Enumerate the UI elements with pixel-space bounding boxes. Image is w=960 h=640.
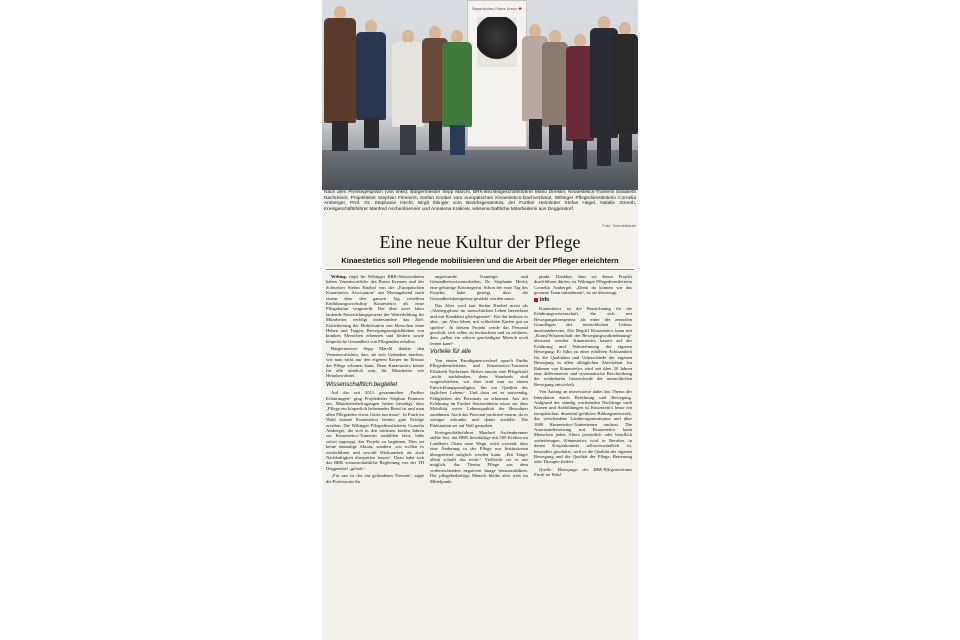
photo-credit: Foto: Schmidbauer bbox=[602, 223, 636, 228]
article-column-2 bbox=[430, 274, 528, 636]
subheadline: Kinaestetics soll Pflegende mobilisieren und die Arbeit der Pfleger erleichtern bbox=[341, 256, 619, 265]
paragraph: punkt. Dankbar, dass sie dieses Projekt durchführen dürfen, ist Wiltinger Pflegedienstleiterin Cornelia Amberger. „Denn da können wir das gesamte Team mitnehmen“, ist sie überzeugt. bbox=[534, 274, 632, 296]
person bbox=[542, 30, 568, 155]
person bbox=[612, 22, 638, 162]
info-box-heading bbox=[534, 298, 632, 303]
photo-caption: Nach dem Pressegespräch (von links): Bürgermeister Sepp Märchl, BRK-Bezirksgeschäftsführer Mario Dreisler, Kinaestetics-Trainerin Elisabeth Nachreiner, Projektleiter Stephan Fimmers, Stefan Knobel vom europäischen Kinaestetics-Dachverband, Wiltinger Pflegedienstleiterin Cornelia Amberger, Prof. Dr. Stephanie Hecht, Birgit Iblinger vom Bezirksgesamtrat, der Further Heimleiter Stefan Hagel, Natalie Streeth, Kreisgeschäftsführer Manfred Aschenbrenner und Annalena Kralicek, wissenschaftliche Mitarbeiterin aus Deggendorf. bbox=[324, 190, 636, 212]
divider bbox=[326, 269, 634, 270]
section-heading: Wissenschaftlich begleitet bbox=[326, 380, 398, 388]
paragraph: Kinaestetics ist die Bezeichnung für die Erfahrungswissenschaft, die sich mit Bewegungskompetenz als einer der zentralen Grundlagen des menschlichen Lebens auseinandersetzt. Der Begriff Kinaestetics kann mit „Kunst/Wissenschaft der Bewegungswahrnehmung“ übersetzt werden. Kinaestetics basiert auf der Erfahrung und Wahrnehmung der eigenen Bewegung. Er führt zu einer erhöhten Achtsamkeit für die Qualitäten und Unterschiede der eigenen Bewegung in allen alltäglichen Aktivitäten. Im Rahmen von Kinaestetics wird seit über 20 Jahren eine differenzierte und systematische Beschreibung der erfahrbaren Unterschiede der menschlichen Bewegung entwickelt. bbox=[534, 306, 632, 387]
headline: Eine neue Kultur der Pflege bbox=[379, 232, 581, 252]
paragraph: Von Anfang an interessierte dabei das Thema der Interaktion durch Berührung und Bewegung. Aufgrund der ständig wachsenden Nachfrage nach Kursen und Ausbildungen ist Kinaestetics heute ein europäischen, dezentral geführtes Bildungsnetzwerk, das verschiedene Länderorganisationen und über 1000 Kinaestetics-Trainerinnen umfasst. Die Auseinandersetzung mit Kinaestetics kann Menschen jeden Alters persönlich oder beruflich weiterbringen. Kinaestetics wird in Berufen, in denen Körperkontakt selbstverständlich ist, besonders geschätzt, weil es die Qualität der eigenen Bewegung und die Qualität der Pflege, Betreuung oder Therapie fördert. bbox=[534, 389, 632, 465]
paragraph: (mp) Im Wiltinger BRK-Seniorenheim haben Verantwortliche des Roten Kreuzes und der Schweizer Stefan Knobel von der „Europäischen Kinaestetics Association“ am Montagabend nach einem über den ganzen Tag verteilten Einführungsworkshop Kinaestetics als neue Pflegekultur vorgestellt. Der über zwei Jahre laufende Entwicklungsprozess der Weiterbildung für Mitarbeiter verfolgt insbesondere das Ziel: Erleichterung der Mobilisation von Menschen ohne Heben und Tragen, Bewegungsmöglichkeiten von kranken Menschen erkennen und fördern sowie körperliche Gesundheit von Pflegenden erhalten. bbox=[326, 274, 424, 344]
dateline: Wilting. bbox=[331, 274, 347, 279]
paragraph: Von einem Paradigmenwechsel sprach Furths Pflegedienstleiterin und Kinaestetics-Trainerin Elisabeth Nachreiner. Bisher musste eine Pflegekraft „nicht nachdenken, denn Standards sind vorgeschrieben, wir aber sind nun zu einem Entwicklungsparadigma, hin zur Qualität des täglichen Lebens“. Und dazu sei es notwendig, Fähigkeiten des Personals zu erkennen. Aus der Erfahrung im Further Seniorenheim wisse sie, dass Mobilität sowie Lebensqualität der Bewohner zunähmen. Auch das Personal profitiere enorm, da es weniger erkranke und damit ausfalle. Die Fluktuation sei auf Null gesunken. bbox=[430, 357, 528, 428]
person bbox=[324, 6, 356, 151]
roll-up-banner bbox=[467, 0, 527, 147]
info-label: Info bbox=[540, 296, 550, 303]
red-cross-icon: ✚ bbox=[518, 6, 522, 11]
person bbox=[442, 30, 472, 155]
paragraph: Das Alter wird laut Stefan Knobel meist als „Abstiegsphase im menschlichen Leben bezeichnet und mit Krankheit gleichgesetzt“. Für ihn bedeute es aber, „im Alter leben, mit schlechten Karten gut zu spielen“. In diesem Projekt werde das Personal geschult, sich selber zu beobachten und zu erfahren, dass „selbst ein schwer geschädigter Mensch noch lernen kann“. bbox=[430, 303, 528, 346]
source-note: Quelle: Homepage des BRK-Pflegezentrums Furth im Wald bbox=[534, 466, 632, 478]
paragraph: „Für uns ist das ein gefundenes Fressen“, sagte die Professorin für bbox=[326, 473, 424, 484]
person bbox=[392, 30, 424, 155]
paragraph: angewandte Trainings- und Gesundheitswissenschaften, Dr. Stephanie Hecht, eine gebürtige Kötztingerin. Schon der erste Tag des Projekts habe gezeigt, dass die Gesundheitskompetenz gestärkt werden muss. bbox=[430, 274, 528, 301]
article-column-3 bbox=[534, 274, 632, 636]
banner-title: Bayerisches Rotes Kreuz bbox=[472, 6, 518, 11]
person bbox=[356, 20, 386, 148]
newspaper-clipping bbox=[322, 0, 638, 640]
portrait-image bbox=[477, 17, 517, 67]
paragraph: Bürgermeister Sepp Märchl dankte den Verantwortlichen, dass sie sich Gedanken machen, wie man nicht nur den eigenen Körper im Einsatz der Pflege schonen kann. Denn Kinaestetics könne für alle nützlich sein, für Mitarbeiter wie Heimbewohner. bbox=[326, 346, 424, 379]
paragraph: Kreisgeschäftsführer Manfred Aschenbrenner stellte fest, das BRK beschäftige mit 500 Kräften im Landkreis Cham neue Wege, wohl wissend, dass eine Änderung in der Pflege nur Institutionen übergreifend möglich werden kann. „Ein Träger allein schafft das nicht.“ Vielleicht sei es nur möglich, das Thema Pflege aus dem vorherrschenden negativen Image herauszuführen. Der pflegebedürftige Mensch bleibe aber stets im Mittelpunkt. bbox=[430, 429, 528, 484]
paragraph: Auf die seit 2011 gesammelten „Further Erfahrungen“ ging Projektleiter Stephan Fimmers ein. Mitarbeiterbefragungen hätten bestätigt, dass „Pflege ein körperlich belastender Beruf ist und man allen Pflegenden etwas Gutes tun muss“. In Furth im Wald konnte Kinaestetics bereits gute Erfolge erzielen. Die Wiltinger Pflegedienstleiterin Cornelia Amberger, die sich in den nächsten beiden Jahren zur Kinaestetics-Trainerin ausbilden lässt, habe sofort zugesagt, das Projekt zu beginnen. Dies sei keine einmalige Aktion, sondern „wir wollen es weiterführen und sowohl Wirksamkeit als auch Nachhaltigkeit überprüfen lassen“. Dazu habe sich das BRK wissenschaftliche Begleitung von der TH Deggendorf „geholt“. bbox=[326, 390, 424, 471]
red-square-icon bbox=[534, 298, 538, 302]
article-column-1 bbox=[326, 274, 424, 636]
section-heading: Vorteile für alle bbox=[430, 348, 472, 356]
group-photo bbox=[322, 0, 638, 190]
